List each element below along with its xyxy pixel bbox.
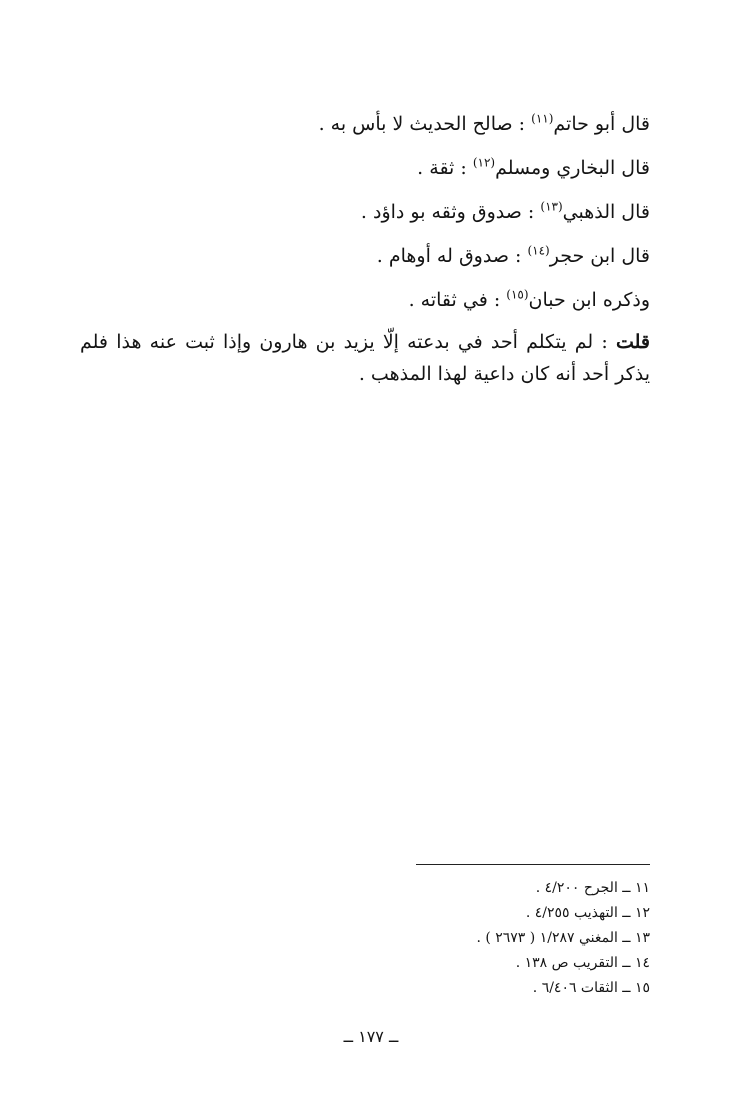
footnote-marker[interactable]: (١٢) bbox=[472, 155, 496, 170]
page-number: ــ ١٧٧ ــ bbox=[343, 1027, 399, 1046]
line-text: قال ابن حجر bbox=[549, 245, 650, 267]
narrator-line bbox=[80, 190, 650, 234]
line-text: : صدوق وثقه بو داؤد . bbox=[360, 201, 541, 223]
footnote-marker[interactable]: (١٣) bbox=[540, 199, 563, 214]
narrator-line bbox=[80, 146, 650, 190]
line-text: : ثقة . bbox=[417, 157, 473, 179]
footnote-marker[interactable]: (١٥) bbox=[506, 287, 529, 302]
line-text: : في ثقاته . bbox=[408, 289, 507, 311]
narrator-line bbox=[80, 278, 650, 322]
footnote-item: ١٥ ــ الثقات ٦/٤٠٦ . bbox=[532, 980, 650, 996]
line-text: : صدوق له أوهام . bbox=[376, 245, 528, 267]
footnote-marker[interactable]: (١٤) bbox=[527, 243, 550, 258]
line-text: قال الذهبي bbox=[562, 201, 650, 223]
line-text: وذكره ابن حبان bbox=[528, 289, 650, 311]
main-text bbox=[80, 102, 650, 390]
line-text: : صالح الحديث لا بأس به . bbox=[318, 113, 532, 135]
footnote-item: ١١ ــ الجرح ٤/٢٠٠ . bbox=[535, 880, 650, 896]
line-text: قال أبو حاتم bbox=[553, 113, 650, 135]
narrator-line bbox=[80, 234, 650, 278]
comment-paragraph bbox=[80, 326, 650, 390]
footnote-item: ١٣ ــ المغني ١/٢٨٧ ( ٢٦٧٣ ) . bbox=[476, 930, 650, 946]
footnote-item: ١٤ ــ التقريب ص ١٣٨ . bbox=[515, 955, 650, 971]
comment-lead: قلت bbox=[615, 331, 650, 353]
footnote-marker[interactable]: (١١) bbox=[531, 111, 554, 126]
comment-text: : لم يتكلم أحد في بدعته إلّا يزيد بن هارون وإذا ثبت عنه هذا فلم يذكر أحد أنه كان داعية لهذا المذهب . bbox=[80, 331, 650, 385]
footnote-item: ١٢ ــ التهذيب ٤/٢٥٥ . bbox=[525, 905, 650, 921]
narrator-line bbox=[80, 102, 650, 146]
footnote-divider bbox=[416, 864, 650, 865]
line-text: قال البخاري ومسلم bbox=[495, 157, 650, 179]
footnotes bbox=[380, 876, 650, 1001]
